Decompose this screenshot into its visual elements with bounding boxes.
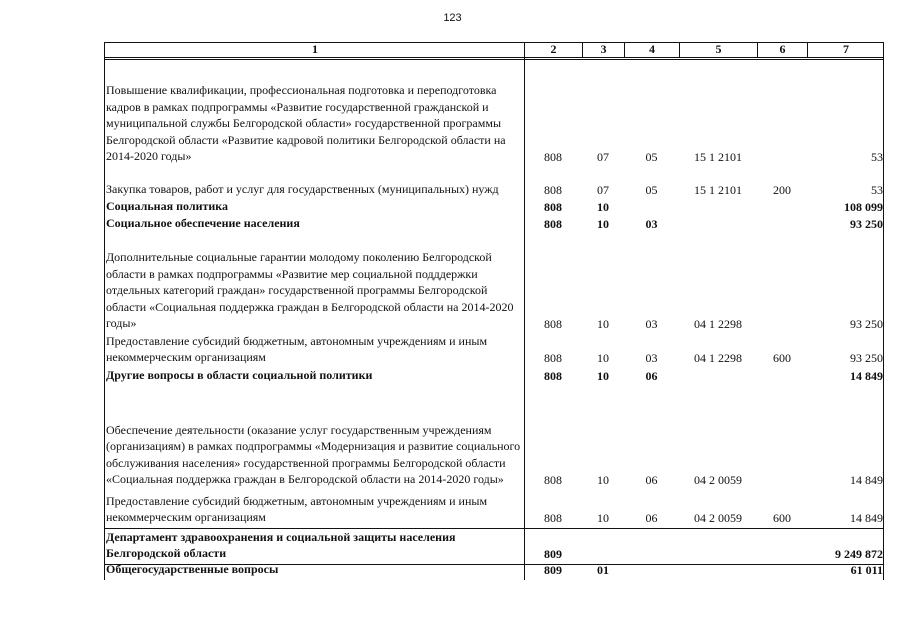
row-col-2: 808 (544, 351, 562, 365)
row-col-3: 10 (597, 317, 609, 331)
table-row (104, 368, 884, 386)
row-col-3: 01 (597, 563, 609, 577)
row-col-3: 10 (597, 351, 609, 365)
row-col-5: 04 2 0059 (694, 473, 742, 487)
row-col-3 (582, 529, 624, 564)
row-description: Закупка товаров, работ и услуг для государственных (муниципальных) нужд (106, 182, 499, 197)
row-col-6 (757, 217, 807, 234)
row-col-6 (757, 529, 807, 564)
row-col-7: 93 250 (850, 351, 883, 365)
row-col-7: 108 099 (844, 200, 883, 214)
row-col-7: 9 249 872 (835, 547, 883, 561)
row-col-3: 07 (597, 183, 609, 197)
row-col-4 (624, 200, 679, 217)
row-col-2: 808 (544, 473, 562, 487)
header-double-border (104, 59, 884, 60)
row-description: Предоставление субсидий бюджетным, автономным учреждениям и иным некоммерческим организациям (106, 333, 488, 365)
header-bottom-border (104, 57, 884, 58)
row-col-2: 808 (544, 183, 562, 197)
table-top-border (104, 42, 884, 43)
table-left-border (104, 42, 105, 580)
row-col-2: 808 (544, 200, 562, 214)
row-col-3: 10 (597, 369, 609, 383)
row-col-6 (757, 234, 807, 334)
row-col-5: 15 1 2101 (694, 183, 742, 197)
row-col-4: 06 (645, 473, 658, 487)
table-right-border (883, 42, 884, 580)
table-row (104, 334, 884, 368)
budget-table (104, 42, 884, 580)
row-description: Повышение квалификации, профессиональная подготовка и переподготовка кадров в рамках подпрограммы «Развитие государственной гражданской и муниципальной службы Белгородской области» государственной программы Белгородской области «Развитие кадровой политики Белгородской области на 2014-2020 годы» (106, 83, 506, 164)
table-row (104, 59, 884, 167)
row-description: Департамент здравоохранения и социальной защиты населения Белгородской области (106, 529, 456, 561)
row-col-4: 06 (645, 511, 658, 525)
row-col-6 (757, 386, 807, 490)
row-col-4: 05 (645, 150, 658, 164)
row-col-3: 10 (597, 217, 609, 231)
section-divider-top (104, 528, 884, 529)
table-row (104, 529, 884, 564)
row-col-2: 808 (544, 150, 562, 164)
row-col-6 (757, 59, 807, 167)
row-col-7: 14 849 (850, 511, 883, 525)
row-description: Социальное обеспечение населения (106, 216, 300, 231)
row-col-6: 200 (773, 183, 791, 197)
row-col-5: 15 1 2101 (694, 150, 742, 164)
header-col-3: 3 (582, 42, 624, 57)
row-col-4: 03 (645, 351, 658, 365)
row-col-6 (757, 565, 807, 580)
row-col-7: 53 (871, 183, 883, 197)
row-col-3: 10 (597, 473, 609, 487)
header-col-1: 1 (312, 42, 318, 57)
row-col-6: 600 (773, 351, 791, 365)
row-description: Общегосударственные вопросы (106, 562, 279, 577)
row-col-7: 14 849 (850, 473, 883, 487)
column-divider (524, 42, 525, 580)
row-col-6: 600 (773, 511, 791, 525)
header-col-4: 4 (624, 42, 679, 57)
row-col-3: 10 (597, 511, 609, 525)
header-col-2: 2 (524, 42, 582, 57)
table-row (104, 562, 884, 580)
table-row (104, 217, 884, 234)
row-col-6 (757, 200, 807, 217)
row-col-4 (624, 565, 679, 580)
row-col-5: 04 1 2298 (694, 317, 742, 331)
row-col-2: 808 (544, 511, 562, 525)
row-col-2: 809 (544, 563, 562, 577)
table-header-row (104, 42, 884, 57)
row-description: Социальная политика (106, 199, 229, 214)
row-description: Обеспечение деятельности (оказание услуг государственным учреждениям (организациям) в рамках подпрограммы «Модернизация и развитие социального обслуживания населения» государственной программы Белгородской области «Социальная поддержка граждан в Белгородской области на 2014-2020 годы» (106, 422, 521, 487)
row-col-2: 808 (544, 217, 562, 231)
row-col-2: 808 (544, 369, 562, 383)
row-col-7: 93 250 (850, 317, 883, 331)
row-col-5: 04 1 2298 (694, 351, 742, 365)
row-col-5: 04 2 0059 (694, 511, 742, 525)
row-col-3: 07 (597, 150, 609, 164)
row-description: Другие вопросы в области социальной политики (106, 368, 373, 383)
row-col-7: 93 250 (850, 217, 883, 231)
header-col-7: 7 (807, 42, 884, 57)
table-row (104, 167, 884, 200)
row-col-6 (757, 368, 807, 386)
row-col-4: 06 (645, 369, 658, 383)
row-col-7: 14 849 (850, 369, 883, 383)
row-col-5 (679, 565, 757, 580)
row-col-4: 03 (645, 217, 658, 231)
row-col-3: 10 (597, 200, 609, 214)
row-description: Дополнительные социальные гарантии молодому поколению Белгородской области в рамках подпрограммы «Развитие мер социальной подддержки отдельных категорий граждан» государственной программы Белгородской области «Социальная поддержка граждан в Белгородской области на 2014-2020 годы» (106, 250, 514, 331)
row-col-4: 05 (645, 183, 658, 197)
row-col-7: 61 011 (850, 563, 883, 577)
row-col-5 (679, 529, 757, 564)
row-description: Предоставление субсидий бюджетным, автономным учреждениям и иным некоммерческим организациям (106, 493, 488, 525)
table-row (104, 386, 884, 490)
row-col-7: 53 (871, 150, 883, 164)
table-row (104, 490, 884, 528)
table-row (104, 234, 884, 334)
header-col-5: 5 (679, 42, 757, 57)
row-col-4: 03 (645, 317, 658, 331)
section-divider (104, 564, 884, 565)
row-col-2: 808 (544, 317, 562, 331)
row-col-5 (679, 217, 757, 234)
page-number: 123 (443, 12, 462, 24)
row-col-5 (679, 368, 757, 386)
row-col-2: 809 (544, 547, 562, 561)
header-col-6: 6 (757, 42, 807, 57)
row-col-4 (624, 529, 679, 564)
row-col-5 (679, 200, 757, 217)
